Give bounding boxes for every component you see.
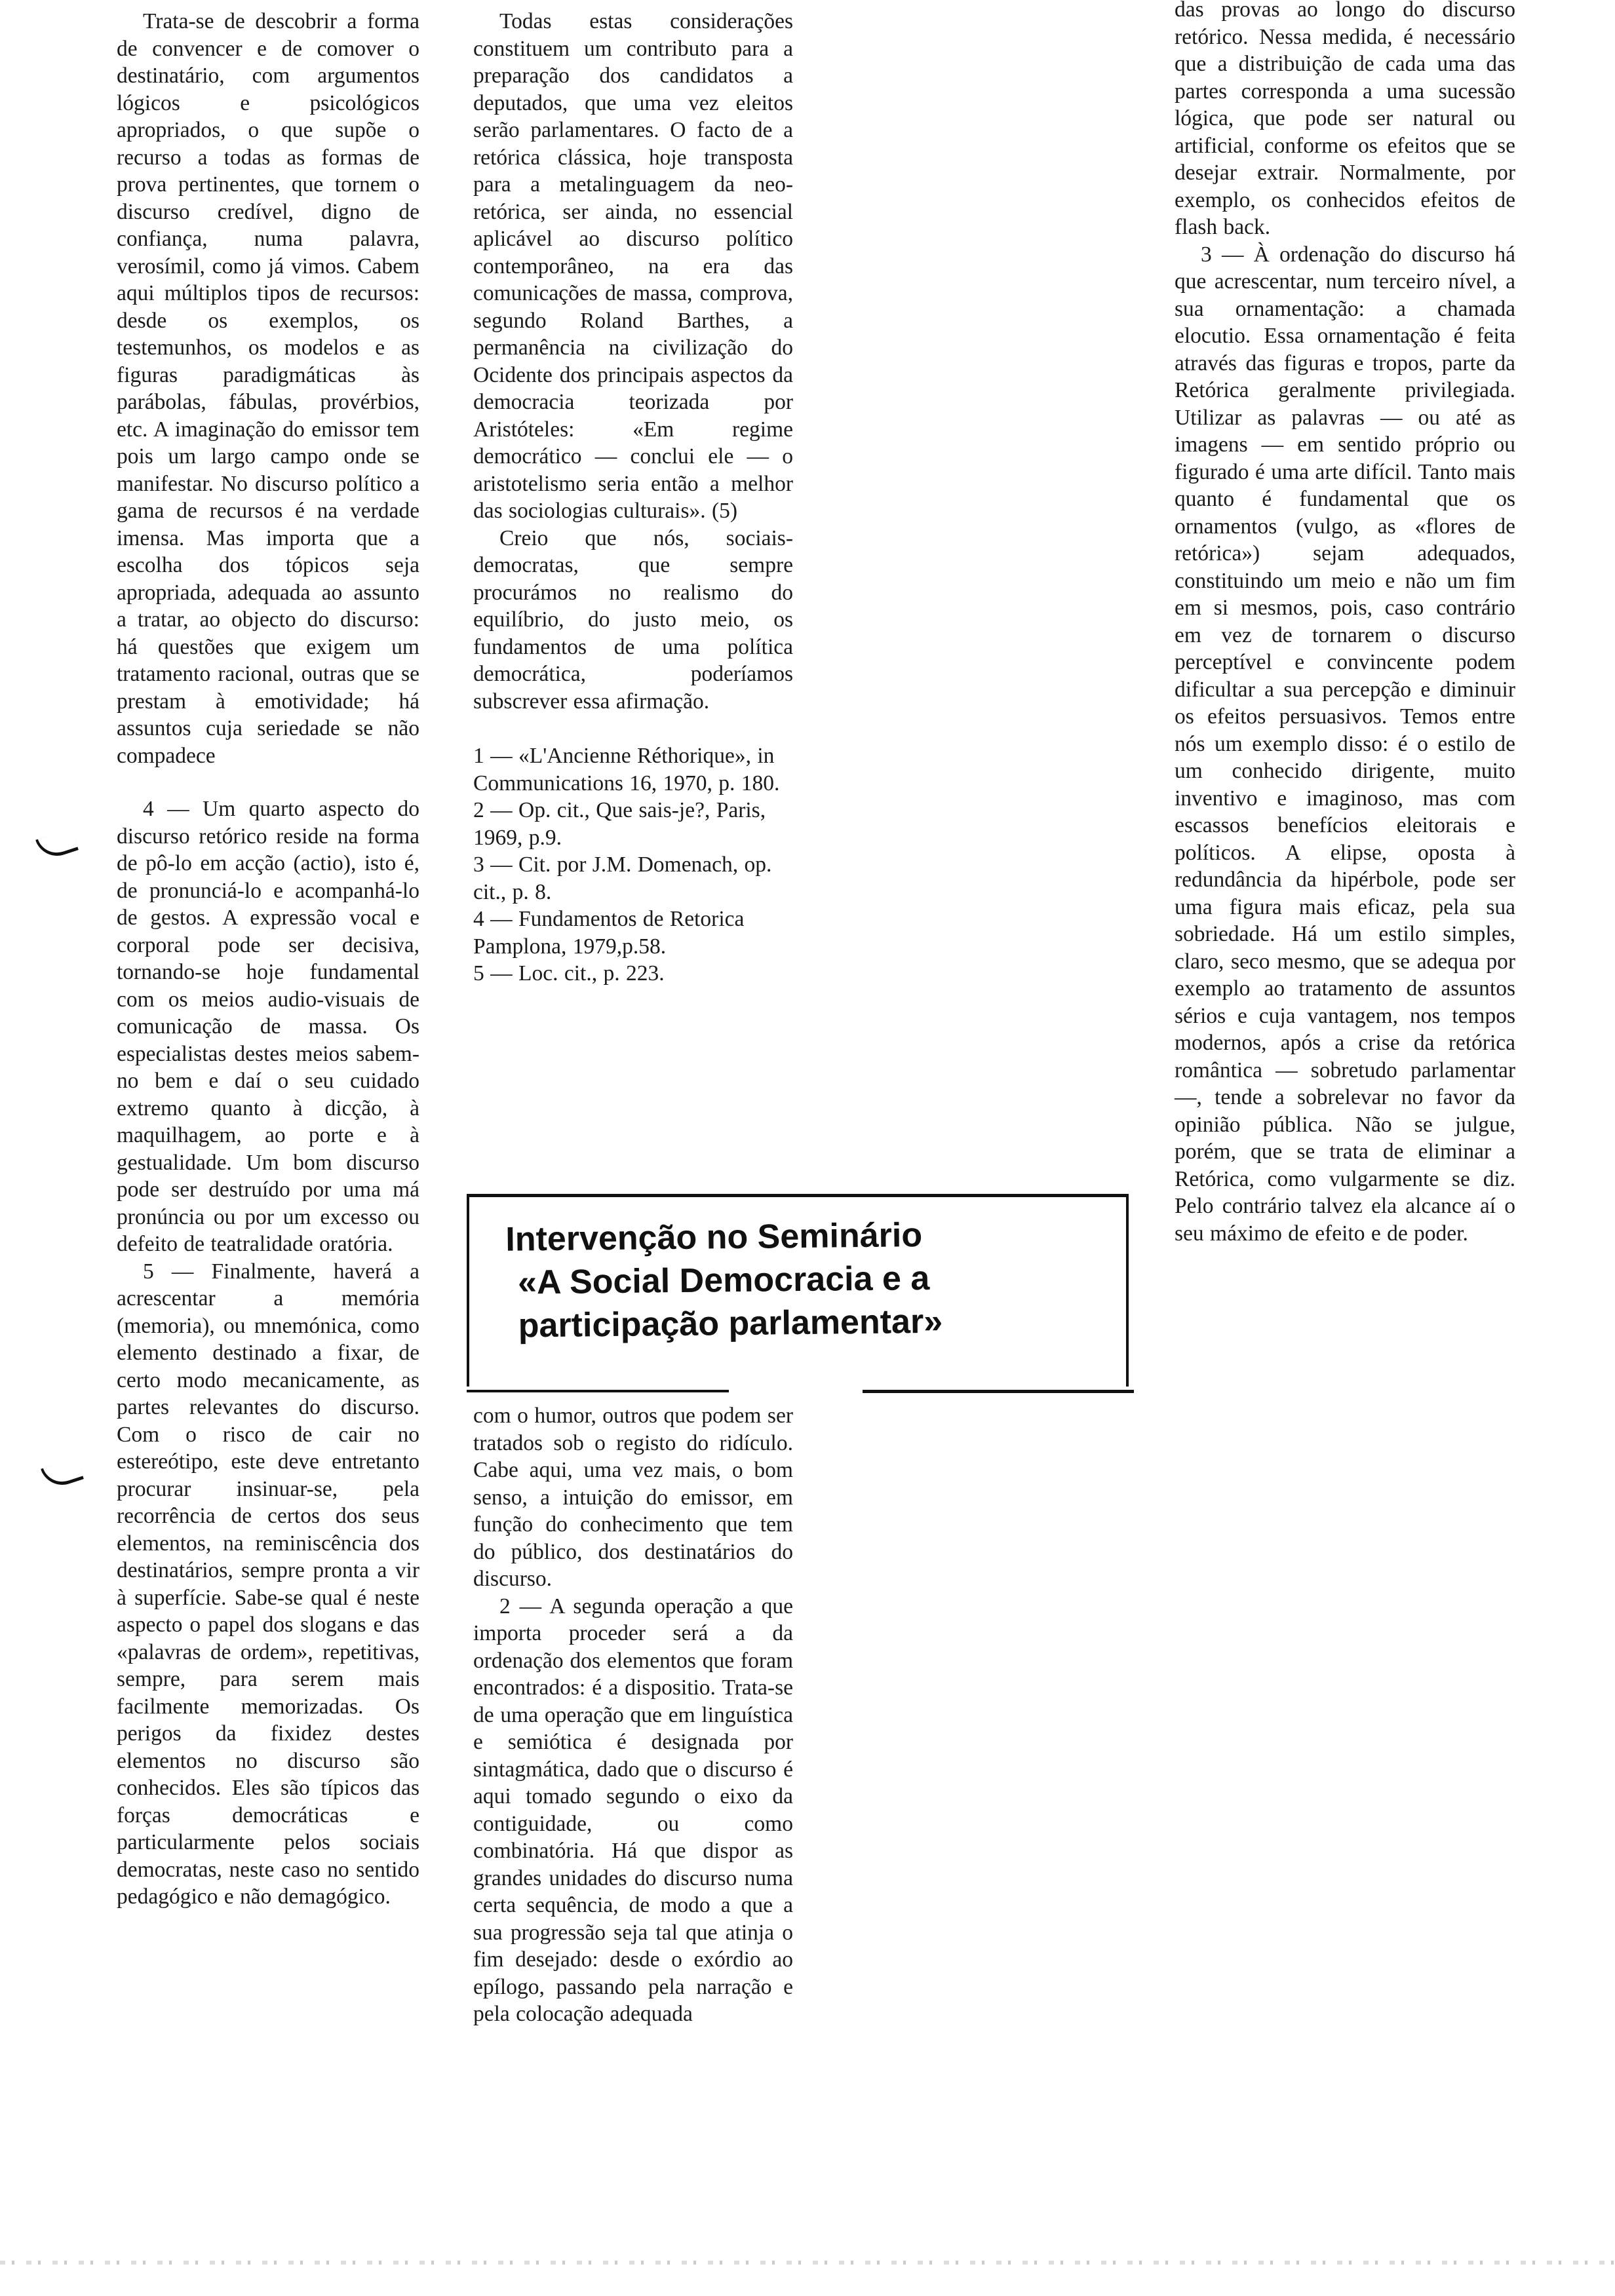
heading-line: «A Social Democracia e a	[517, 1259, 930, 1302]
footnote: 1 — «L'Ancienne Réthorique», in Communications 16, 1970, p. 180.	[473, 744, 780, 795]
footnote: 5 — Loc. cit., p. 223.	[473, 961, 665, 985]
footnote: 3 — Cit. por J.M. Domenach, op. cit., p. 8.	[473, 852, 772, 904]
column-3	[1175, 0, 1515, 1247]
column-1	[117, 8, 419, 1911]
paragraph: Creio que nós, sociais-democratas, que sempre procurámos no realismo do equilíbrio, do justo meio, os fundamentos de uma política democrática, poderíamos subscrever essa afirmação.	[473, 526, 793, 714]
paragraph: Todas estas considerações constituem um contributo para a preparação dos candidatos a deputados, que uma vez eleitos serão parlamentares. O facto de a retórica clássica, hoje transposta para a metalinguagem da neo-retórica, ser ainda, no essencial aplicável ao discurso político contemporâneo, na era das comunicações de massa, comprova, segundo Roland Barthes, a permanência na civilização do Ocidente dos principais aspectos da democracia teorizada por Aristóteles: «Em regime democrático — conclui ele — o aristotelismo seria então a melhor das sociologias culturais». (5)	[473, 9, 793, 523]
heading-text	[505, 1212, 1097, 1347]
footnote: 2 — Op. cit., Que sais-je?, Paris, 1969, p.9.	[473, 798, 766, 850]
heading-line: participação parlamentar»	[518, 1302, 943, 1345]
paragraph: 3 — À ordenação do discurso há que acrescentar, num terceiro nível, a sua ornamentação: a chamada elocutio. Essa ornamentação é feita através das figuras e tropos, parte da Retórica geralmente privilegiada. Utilizar as palavras — ou até as imagens — em sentido próprio ou figurado é uma arte difícil. Tanto mais quanto é fundamental que os ornamentos (vulgo, as «flores de retórica») sejam adequados, constituindo um meio e não um fim em si mesmos, pois, caso contrário em vez de tornarem o discurso perceptível e convincente podem dificultar a sua percepção e diminuir os efeitos persuasivos. Temos entre nós um exemplo disso: é o estilo de um conhecido dirigente, muito inventivo e imaginoso, mas com escassos benefícios eleitorais e políticos. A elipse, oposta à redundância da hipérbole, pode ser uma figura mais eficaz, pela sua sobriedade. Há um estilo simples, claro, seco mesmo, que se adequa por exemplo ao tratamento de assuntos sérios e cuja vantagem, nos tempos modernos, após a crise da retórica romântica — sobretudo parlamentar —, tende a sobrelevar no favor da opinião pública. Não se julgue, porém, que se trata de eliminar a Retórica, como vulgarmente se diz. Pelo contrário talvez ela alcance aí o seu máximo de efeito e de poder.	[1175, 242, 1515, 1246]
heading-line: Intervenção no Seminário	[505, 1216, 923, 1259]
column-2	[473, 8, 793, 987]
scan-edge	[0, 2261, 1615, 2265]
margin-mark	[41, 1457, 84, 1491]
paragraph: 5 — Finalmente, haverá a acrescentar a memória (memoria), ou mnemónica, como elemento destinado a fixar, de certo modo mecanicamente, as partes relevantes do discurso. Com o risco de cair no estereótipo, este deve entretanto procurar insinuar-se, pela recorrência de certos dos seus elementos, na reminiscência dos destinatários, sempre pronta a vir à superfície. Sabe-se qual é neste aspecto o papel dos slogans e das «palavras de ordem», repetitivas, sempre, para serem mais facilmente memorizadas. Os perigos da fixidez destes elementos no discurso são conhecidos. Eles são típicos das forças democráticas e particularmente pelos sociais democratas, neste caso no sentido pedagógico e não demagógico.	[117, 1259, 419, 1909]
paragraph: 4 — Um quarto aspecto do discurso retórico reside na forma de pô-lo em acção (actio), isto é, de pronunciá-lo e acompanhá-lo de gestos. A expressão vocal e corporal pode ser decisiva, tornando-se hoje fundamental com os meios audio-visuais de comunicação de massa. Os especialistas destes meios sabem-no bem e daí o seu cuidado extremo quanto à dicção, à maquilhagem, ao porte e à gestualidade. Um bom discurso pode ser destruído por uma má pronúncia ou por um excesso ou defeito de teatralidade oratória.	[117, 797, 419, 1256]
paragraph: das provas ao longo do discurso retórico. Nessa medida, é necessário que a distribuição de cada uma das partes corresponda a uma sucessão lógica, que pode ser natural ou artificial, conforme os efeitos que se desejar extrair. Normalmente, por exemplo, os conhecidos efeitos de flash back.	[1175, 0, 1515, 239]
paragraph: 2 — A segunda operação a que importa proceder será a da ordenação dos elementos que foram encontrados: é a dispositio. Trata-se de uma operação que em linguística e semiótica é designada por sintagmática, dado que o discurso é aqui tomado segundo o eixo da contiguidade, ou como combinatória. Há que dispor as grandes unidades do discurso numa certa sequência, de modo a que a sua progressão seja tal que atinja o fim desejado: desde o exórdio ao epílogo, passando pela narração e pela colocação adequada	[473, 1594, 793, 2026]
column-2-continuation	[473, 1402, 793, 2028]
footnotes	[473, 742, 793, 987]
paragraph: Trata-se de descobrir a forma de convencer e de comover o destinatário, com argumentos lógicos e psicológicos apropriados, o que supõe o recurso a todas as formas de prova pertinentes, que tornem o discurso credível, digno de confiança, numa palavra, verosímil, como já vimos. Cabem aqui múltiplos tipos de recursos: desde os exemplos, os testemunhos, os modelos e as figuras paradigmáticas às parábolas, fábulas, provérbios, etc. A imaginação do emissor tem pois um largo campo onde se manifestar. No discurso político a gama de recursos é na verdade imensa. Mas importa que a escolha dos tópicos seja apropriada, adequada ao assunto a tratar, ao objecto do discurso: há questões que exigem um tratamento racional, outras que se prestam à emotividade; há assuntos cuja seriedade se não compadece	[117, 9, 419, 768]
paragraph: com o humor, outros que podem ser tratados sob o registo do ridículo. Cabe aqui, uma vez mais, o bom senso, a intuição do emissor, em função do conhecimento que tem do público, dos destinatários do discurso.	[473, 1404, 793, 1591]
footnote: 4 — Fundamentos de Retorica Pamplona, 1979,p.58.	[473, 907, 745, 959]
boxed-heading	[467, 1187, 1142, 1410]
margin-mark	[35, 828, 79, 862]
